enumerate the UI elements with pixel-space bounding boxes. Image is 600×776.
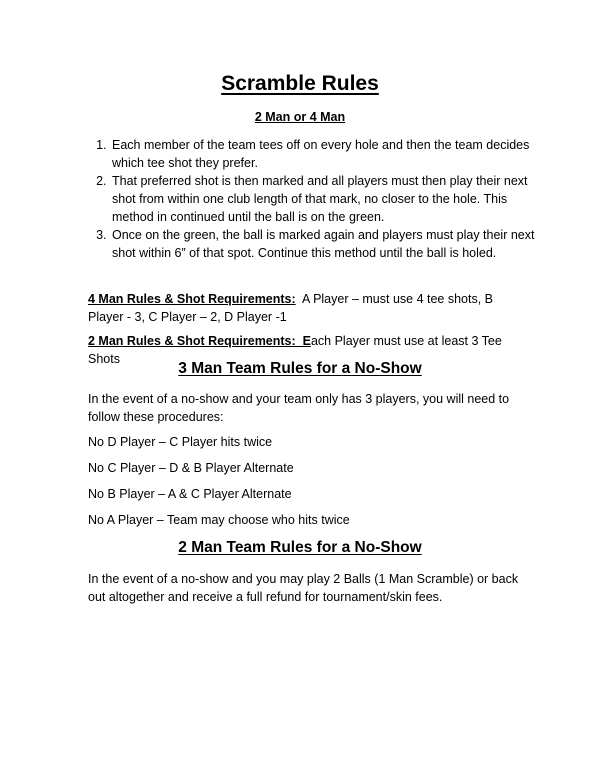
two-man-section-heading: 2 Man Team Rules for a No-Show <box>178 539 422 556</box>
three-man-item: No C Player – D & B Player Alternate <box>88 461 294 475</box>
three-man-section-heading: 3 Man Team Rules for a No-Show <box>178 360 422 377</box>
page-subtitle: 2 Man or 4 Man <box>254 110 346 124</box>
rule-item: 2. That preferred shot is then marked and all players must then play their next shot from within one club length of that mark, no closer to the hole. This method in continued until the ball is on the green. <box>110 172 550 226</box>
page-title: Scramble Rules <box>221 72 379 95</box>
two-man-section-text: In the event of a no-show and you may play 2 Balls (1 Man Scramble) or back out altogether and receive a full refund for tournament/skin fees. <box>88 572 519 604</box>
four-man-rules-lead: 4 Man Rules & Shot Requirements: <box>88 292 296 306</box>
three-man-item: No D Player – C Player hits twice <box>88 435 273 449</box>
four-man-rules-paragraph <box>88 290 528 326</box>
rule-item: 3. Once on the green, the ball is marked again and players must play their next shot within 6” of that spot. Continue this method until the ball is holed. <box>110 226 550 262</box>
two-man-rules-text: ach Player must use at least 3 Tee Shots <box>88 334 502 366</box>
rule-item: 1. Each member of the team tees off on every hole and then the team decides which tee shot they prefer. <box>110 136 550 172</box>
three-man-intro: In the event of a no-show and your team only has 3 players, you will need to follow these procedures: <box>88 392 510 424</box>
three-man-item: No A Player – Team may choose who hits twice <box>88 513 350 527</box>
four-man-rules-text: A Player – must use 4 tee shots, B Player - 3, C Player – 2, D Player -1 <box>88 292 497 324</box>
three-man-item: No B Player – A & C Player Alternate <box>88 487 292 501</box>
rules-list <box>88 136 550 262</box>
two-man-rules-lead: 2 Man Rules & Shot Requirements: E <box>88 334 311 348</box>
